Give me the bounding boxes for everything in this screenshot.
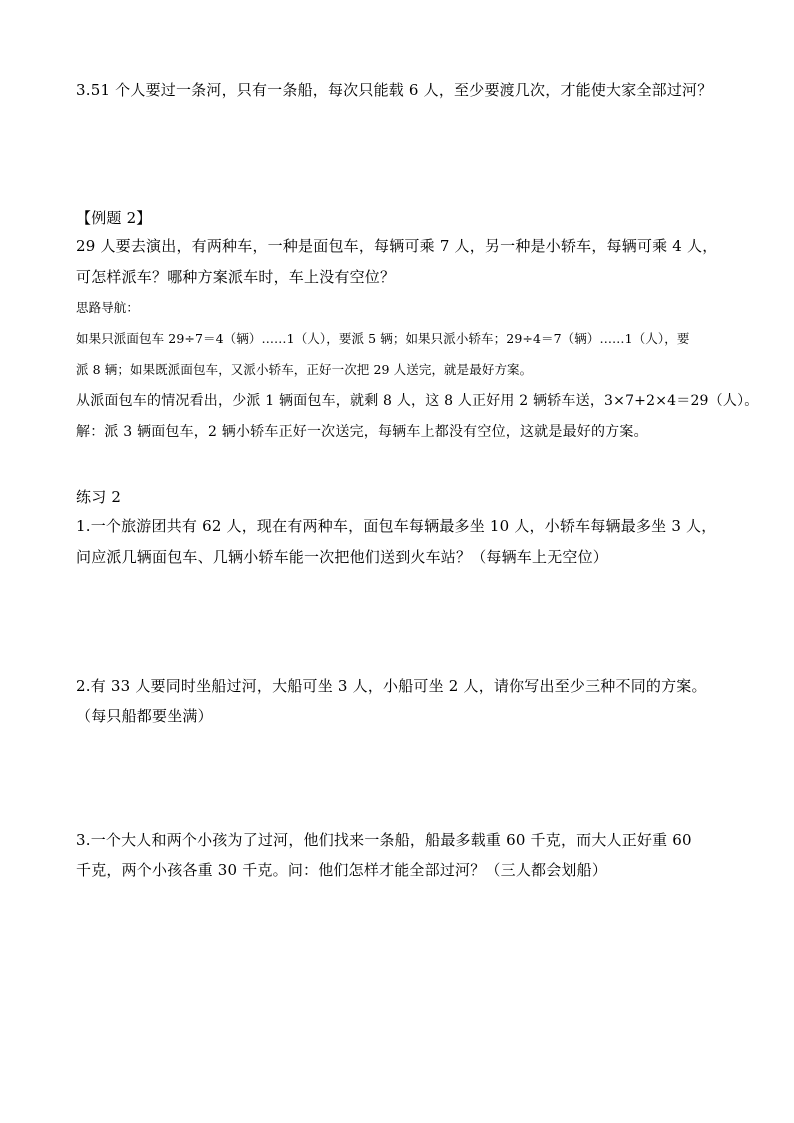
example-2-problem-line-1: 29 人要去演出，有两种车，一种是面包车，每辆可乘 7 人，另一种是小轿车，每辆可乘 4 人，	[76, 237, 718, 255]
practice-2-question-3-line-1: 3.一个大人和两个小孩为了过河，他们找来一条船，船最多载重 60 千克，而大人正好重 60	[76, 831, 692, 849]
practice-2-question-1-line-1: 1.一个旅游团共有 62 人，现在有两种车，面包车每辆最多坐 10 人，小轿车每辆最多坐 3 人，	[76, 517, 717, 535]
practice-2-question-2-line-1: 2.有 33 人要同时坐船过河，大船可坐 3 人，小船可坐 2 人，请你写出至少三种不同的方案。	[76, 677, 707, 695]
practice-2-question-2-line-2: （每只船都要坐满）	[76, 707, 213, 725]
hint-line-2: 派 8 辆；如果既派面包车，又派小轿车，正好一次把 29 人送完，就是最好方案。	[76, 362, 533, 377]
practice-2-title: 练习 2	[76, 488, 122, 506]
example-2-solution: 解：派 3 辆面包车，2 辆小轿车正好一次送完，每辆车上都没有空位，这就是最好的方案。	[76, 424, 648, 440]
example-2-title: 【例题 2】	[76, 209, 152, 227]
hint-line-1: 如果只派面包车 29÷7＝4（辆）……1（人），要派 5 辆；如果只派小轿车；29÷4＝7（辆）……1（人），要	[76, 331, 690, 346]
exercise-question-3: 3.51 个人要过一条河，只有一条船，每次只能载 6 人，至少要渡几次，才能使大家全部过河？	[76, 81, 713, 99]
practice-2-question-1-line-2: 问应派几辆面包车、几辆小轿车能一次把他们送到火车站？（每辆车上无空位）	[76, 548, 609, 566]
hint-title: 思路导航：	[76, 300, 140, 315]
example-2-problem-line-2: 可怎样派车？哪种方案派车时，车上没有空位？	[76, 268, 396, 286]
hint-line-3: 从派面包车的情况看出，少派 1 辆面包车，就剩 8 人，这 8 人正好用 2 辆轿车送，3×7+2×4＝29（人）。	[76, 393, 759, 409]
practice-2-question-3-line-2: 千克，两个小孩各重 30 千克。问：他们怎样才能全部过河？（三人都会划船）	[76, 861, 608, 879]
